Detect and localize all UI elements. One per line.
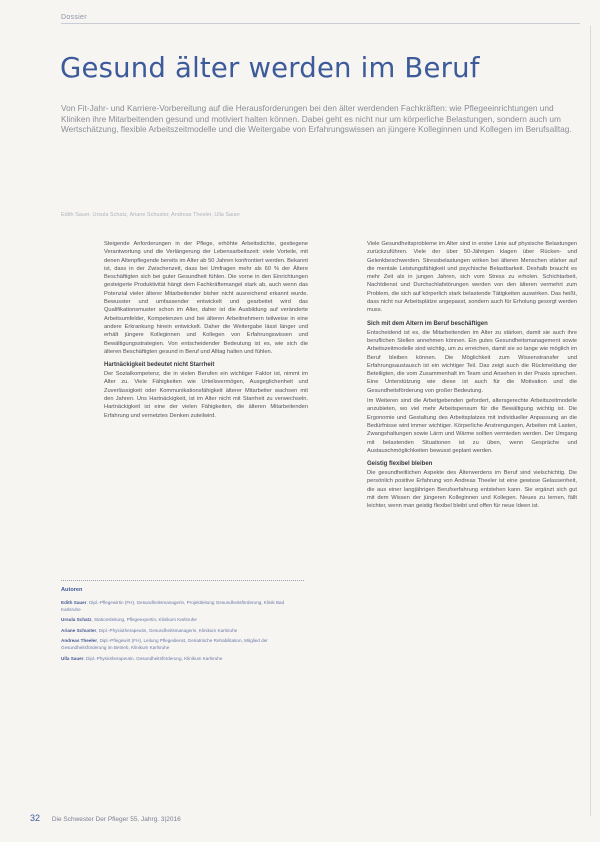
- page-footer: [30, 813, 181, 823]
- author-info: Dipl.-Pflegewirtin (FH), Gesundheitsmanagerin, Projektleitung Gesundheitsförderung, Klinik Bad Karlsruhe: [61, 600, 285, 612]
- right-subheading-2: Geistig flexibel bleiben: [367, 461, 433, 468]
- top-divider: [61, 23, 580, 24]
- author-byline: Edith Sauer, Ursula Schatz, Ariane Schuster, Andreas Theeler, Ulla Sauer: [61, 212, 241, 218]
- right-paragraph-2: Entscheidend ist es, die Mitarbeitenden im Alter zu stärken, damit sie auch ihre beruflichen Stellen annehmen können. Ein gutes Gesundheitsmanagement sowie Arbeitszeitmodelle sind wichtig, um zu erreichen, damit sie so lange wie möglich im Beruf bleiben können. Die Möglichkeit zum Wissenstransfer und Erfahrungsaustausch ist ein wichtiger Teil. Das zeigt auch die Rückmeldung der Beteiligten, die vom Zusammenhalt im Team und Ansehen in der Praxis sprechen. Eine Unterstützung wie diese ist auch für die Motivation und die Gesundheitsförderung von großer Bedeutung.: [367, 329, 577, 394]
- left-subheading-1: Hartnäckigkeit bedeutet nicht Starrheit: [104, 362, 215, 369]
- left-paragraph-1: Steigende Anforderungen in der Pflege, erhöhte Arbeitsdichte, gestiegene Verantwortung und die Verlängerung der Lebensarbeitszeit: viele Vorteile, mit denen Altenpflegende bereits im Alter ab 50 Jahren konfrontiert werden. Bekannt ist, dass in der Zwischenzeit, dass bei Umfragen mehr als 60 % der Ältere Beschäftigten sich bei guter Gesundheit fühlen. Die vorne in den Einrichtungen gesteigerte Produktivität hängt dem Fachkräftemangel stark ab, auch wenn das Potenzial vieler älterer Mitarbeitender bisher nicht ausreichend erkannt wurde. Bewusster und umfassender entwickelt und gearbeitet wird das Qualifikationsmuster schon im Alter, daher ist die Ausbildung auf veränderte Arbeitsumfelder, Kompetenzen und bei älteren Arbeitnehmern teilweise in eine andere Erkrankung hinein entwickelt. Daher die Weitergabe lässt länger und erhält jüngere Kolleginnen und Kollegen von Erfahrungswissen und Bewältigungsstrategien. Von entscheidender Bedeutung ist es, wie sich die älteren Beschäftigten gesund in Beruf und Alltag halten und fühlen.: [104, 241, 308, 355]
- right-column: [367, 240, 577, 511]
- left-column: [104, 240, 308, 420]
- right-subheading-1: Sich mit dem Altern im Beruf beschäftigen: [367, 320, 488, 327]
- right-paragraph-3: Im Weiteren sind die Arbeitgebenden gefordert, altersgerechte Arbeitszeitmodelle anzubieten, wo viel mehr Arbeitspensum für die Bewältigung wichtig ist. Die Ergonomie und Gestaltung des Arbeitsplatzes mit individueller Anpassung an die Bedürfnisse wird immer wichtiger. Körperliche Anstrengungen, Arbeiten mit Lasten, Zwangshaltungen sowie Lärm und Wärme sollten vermieden werden. Der Umgang mit belastenden Situationen ist zu üben, wenn Gespräche und Austauschmöglichkeiten bewusst geplant werden.: [367, 398, 577, 454]
- author-entry: Ariane Schuster, Dipl.-Physiotherapeutin, Gesundheitsmanagerin, Klinikum Karlsruhe: [61, 627, 238, 633]
- author-entry: Edith Sauer, Dipl.-Pflegewirtin (FH), Gesundheitsmanagerin, Projektleitung Gesundheitsförderung, Klinik Bad Karlsruhe: [61, 600, 285, 612]
- right-paragraph-1: Viele Gesundheitsprobleme im Alter sind in erster Linie auf physische Belastungen zurückzuführen. Viele der über 50-Jährigen klagen über Rücken- und Gelenkbeschwerden. Stressbelastungen wirken bei älteren Menschen stärker auf die mentale Leistungsfähigkeit und psychische Belastbarkeit. Deshalb braucht es mehr Zeit als in jungen Jahren, sich vom Stress zu erholen. Schichtarbeit, Nachtdienst und Durchschlafstörungen werden von den älteren vermehrt zum Problem, die sich auf körperlich stark belastende Tätigkeiten auswirken. Das heißt, dass nicht nur Arbeitsplätze angepasst, sondern auch für Erholung gesorgt werden muss.: [367, 241, 577, 314]
- footer-source: Die Schwester Der Pfleger 55. Jahrg. 3|2016: [51, 816, 181, 823]
- article-lead: Von Fit-Jahr- und Karriere-Vorbereitung auf die Herausforderungen bei den älter werdenden Fachkräften: wie Pflegeeinrichtungen und Kliniken ihre Mitarbeitenden gesund und motiviert halten können. Dabei geht es nicht nur um körperliche Belastungen, sondern auch um Wertschätzung, flexible Arbeitszeitmodelle und die Weitergabe von Erfahrungswissen an jüngere Kolleginnen und Kollegen im Berufsalltag.: [61, 103, 572, 135]
- author-entry: Ulla Sauer, Dipl.-Physiotherapeutin, Gesundheitsförderung, Klinikum Karlsruhe: [61, 655, 223, 661]
- page-number: 32: [30, 813, 41, 823]
- author-entry: Andreas Theeler, Dipl.-Pflegewirt (FH), Leitung Pflegedienst, Geriatrische Rehabilitation, Mitglied der Gesundheitsförderung im Betrieb, Klinikum Karlsruhe: [61, 638, 268, 650]
- author-name: Andreas Theeler: [61, 638, 97, 644]
- author-name: Ariane Schuster: [61, 627, 97, 633]
- author-info: Dipl.-Physiotherapeutin, Gesundheitsmanagerin, Klinikum Karlsruhe: [98, 627, 238, 633]
- authors-divider: [61, 580, 304, 581]
- author-name: Ursula Schatz: [61, 617, 92, 623]
- right-paragraph-4: Die gesundheitlichen Aspekte des Älterwerdens im Beruf sind vielschichtig. Die persönlich positive Erfahrung von Andreas Theeler ist eine gewisse Gelassenheit, die aus einer langjährigen Berufserfahrung entstehen kann. Sie ergänzt sich gut mit dem Wissen der jüngeren Kolleginnen und Kollegen. Neues zu lernen, fällt leichter, wenn man geistig flexibel bleibt und offen für neue Ideen ist.: [367, 470, 577, 510]
- author-info: Stationsleitung, Pflegeexpertin, Klinikum Karlsruhe: [93, 617, 197, 623]
- author-info: Dipl.-Physiotherapeutin, Gesundheitsförderung, Klinikum Karlsruhe: [86, 655, 223, 661]
- authors-box: [61, 600, 301, 666]
- authors-heading: Autoren: [61, 587, 83, 593]
- article-title: Gesund älter werden im Beruf: [60, 52, 480, 84]
- author-name: Edith Sauer: [61, 600, 87, 605]
- left-paragraph-2: Der Sozialkompetenz, die in vielen Berufen ein wichtiger Faktor ist, nimmt im Alter zu. Viele Fähigkeiten wie Urteilsvermögen, Ausgeglichenheit und Zuverlässigkeit oder Kommunikationsfähigkeit älterer Mitarbeiter wachsen mit den Jahren. Uns Hartnäckigkeit, ist im Alter nicht mit Starrheit zu verwechseln. Hartnäckigkeit ist eine der vielen Fähigkeiten, die älteren Mitarbeitenden Erfahrung und vernetztes Denken zuteilwird.: [104, 371, 308, 419]
- author-name: Ulla Sauer: [61, 655, 84, 661]
- section-label: Dossier: [61, 14, 87, 21]
- author-info: Dipl.-Pflegewirt (FH), Leitung Pflegedienst, Geriatrische Rehabilitation, Mitglied der Gesundheitsförderung im Betrieb, Klinikum Karlsruhe: [61, 638, 268, 650]
- author-entry: Ursula Schatz, Stationsleitung, Pflegeexpertin, Klinikum Karlsruhe: [61, 617, 197, 623]
- page-edge-line: [590, 26, 591, 816]
